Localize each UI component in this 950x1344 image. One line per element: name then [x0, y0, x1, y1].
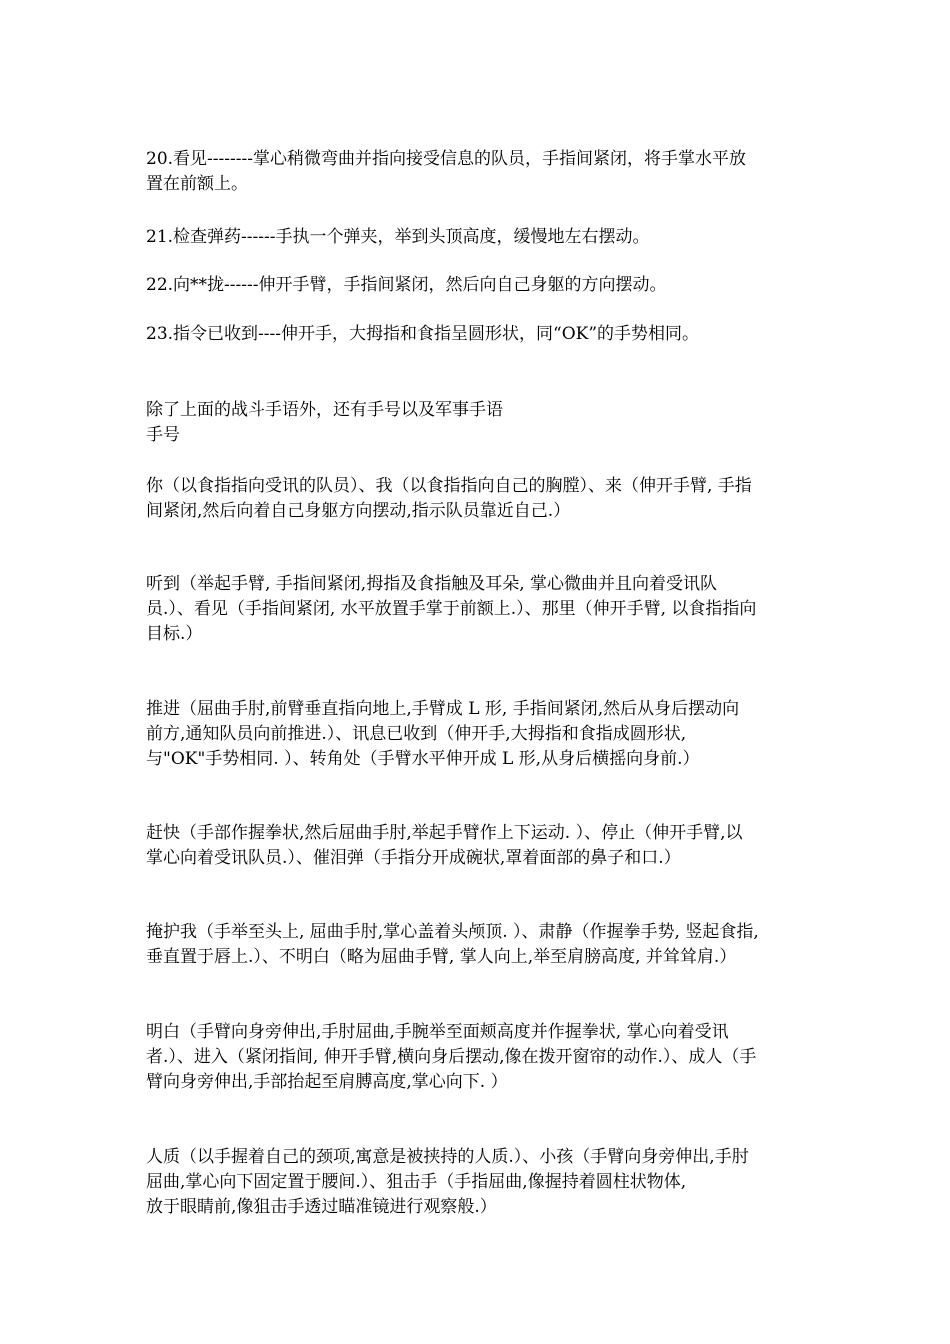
text-line: 23.指令已收到----伸开手，大拇指和食指呈圆形状，同“OK”的手势相同。 [146, 324, 700, 344]
signal-paragraph-1 [146, 474, 816, 524]
text-line: 22.向**拢------伸开手臂，手指间紧闭，然后向自己身躯的方向摆动。 [146, 275, 667, 295]
text-line: 人质（以手握着自己的颈项,寓意是被挟持的人质.）、小孩（手臂向身旁伸出,手肘 [146, 1147, 749, 1167]
signal-paragraph-5 [146, 920, 816, 970]
section-heading: 手号 [146, 425, 180, 445]
text-line: 者.）、进入（紧闭指间, 伸开手臂,横向身后摆动,像在拨开窗帘的动作.）、成人（手 [146, 1047, 757, 1067]
text-line: 臂向身旁伸出,手部抬起至肩膊高度,掌心向下. ） [146, 1072, 508, 1092]
text-line: 屈曲,掌心向下固定置于腰间.）、狙击手（手指屈曲,像握持着圆柱状物体, [146, 1172, 687, 1192]
text-line: 与"OK"手势相同. ）、转角处（手臂水平伸开成 L 形,从身后横摇向身前.） [146, 749, 700, 769]
text-line: 赶快（手部作握拳状,然后屈曲手肘,举起手臂作上下运动. ）、停止（伸开手臂,以 [146, 823, 743, 843]
text-line: 推进（屈曲手肘,前臂垂直指向地上,手臂成 L 形, 手指间紧闭,然后从身后摆动向 [146, 699, 740, 719]
numbered-item-21 [146, 225, 816, 250]
text-line: 放于眼睛前,像狙击手透过瞄准镜进行观察般.） [146, 1197, 497, 1217]
text-line: 掩护我（手举至头上, 屈曲手肘,掌心盖着头颅顶. ）、肃静（作握拳手势, 竖起食指, [146, 922, 759, 942]
text-line: 21.检查弹药------手执一个弹夹，举到头顶高度，缓慢地左右摆动。 [146, 227, 650, 247]
signal-paragraph-6 [146, 1020, 816, 1095]
text-line: 前方,通知队员向前推进.）、讯息已收到（伸开手,大拇指和食指成圆形状, [146, 724, 687, 744]
text-line: 置在前额上。 [146, 174, 248, 194]
text-line: 间紧闭,然后向着自己身躯方向摆动,指示队员靠近自己.） [146, 501, 571, 521]
text-line: 目标.） [146, 624, 203, 644]
numbered-item-20 [146, 147, 816, 197]
text-line: 掌心向着受讯队员.）、催泪弹（手指分开成碗状,罩着面部的鼻子和口.） [146, 848, 681, 868]
intro-paragraph [146, 398, 816, 448]
text-line: 垂直置于唇上.）、不明白（略为屈曲手臂, 掌人向上,举至肩膀高度, 并耸耸肩.） [146, 947, 737, 967]
numbered-item-22 [146, 273, 816, 298]
signal-paragraph-3 [146, 697, 816, 772]
text-line: 明白（手臂向身旁伸出,手肘屈曲,手腕举至面颊高度并作握拳状, 掌心向着受讯 [146, 1022, 729, 1042]
intro-text: 除了上面的战斗手语外，还有手号以及军事手语 [146, 400, 503, 420]
text-line: 员.）、看见（手指间紧闭, 水平放置手掌于前额上.）、那里（伸开手臂, 以食指指向 [146, 599, 757, 619]
signal-paragraph-4 [146, 821, 816, 871]
signal-paragraph-7 [146, 1145, 816, 1220]
numbered-item-23 [146, 322, 816, 347]
signal-paragraph-2 [146, 572, 816, 647]
text-line: 听到（举起手臂, 手指间紧闭,拇指及食指触及耳朵, 掌心微曲并且向着受讯队 [146, 574, 718, 594]
text-line: 20.看见--------掌心稍微弯曲并指向接受信息的队员，手指间紧闭，将手掌水平放 [146, 149, 746, 169]
text-line: 你（以食指指向受讯的队员）、我（以食指指向自己的胸膛）、来（伸开手臂, 手指 [146, 476, 752, 496]
